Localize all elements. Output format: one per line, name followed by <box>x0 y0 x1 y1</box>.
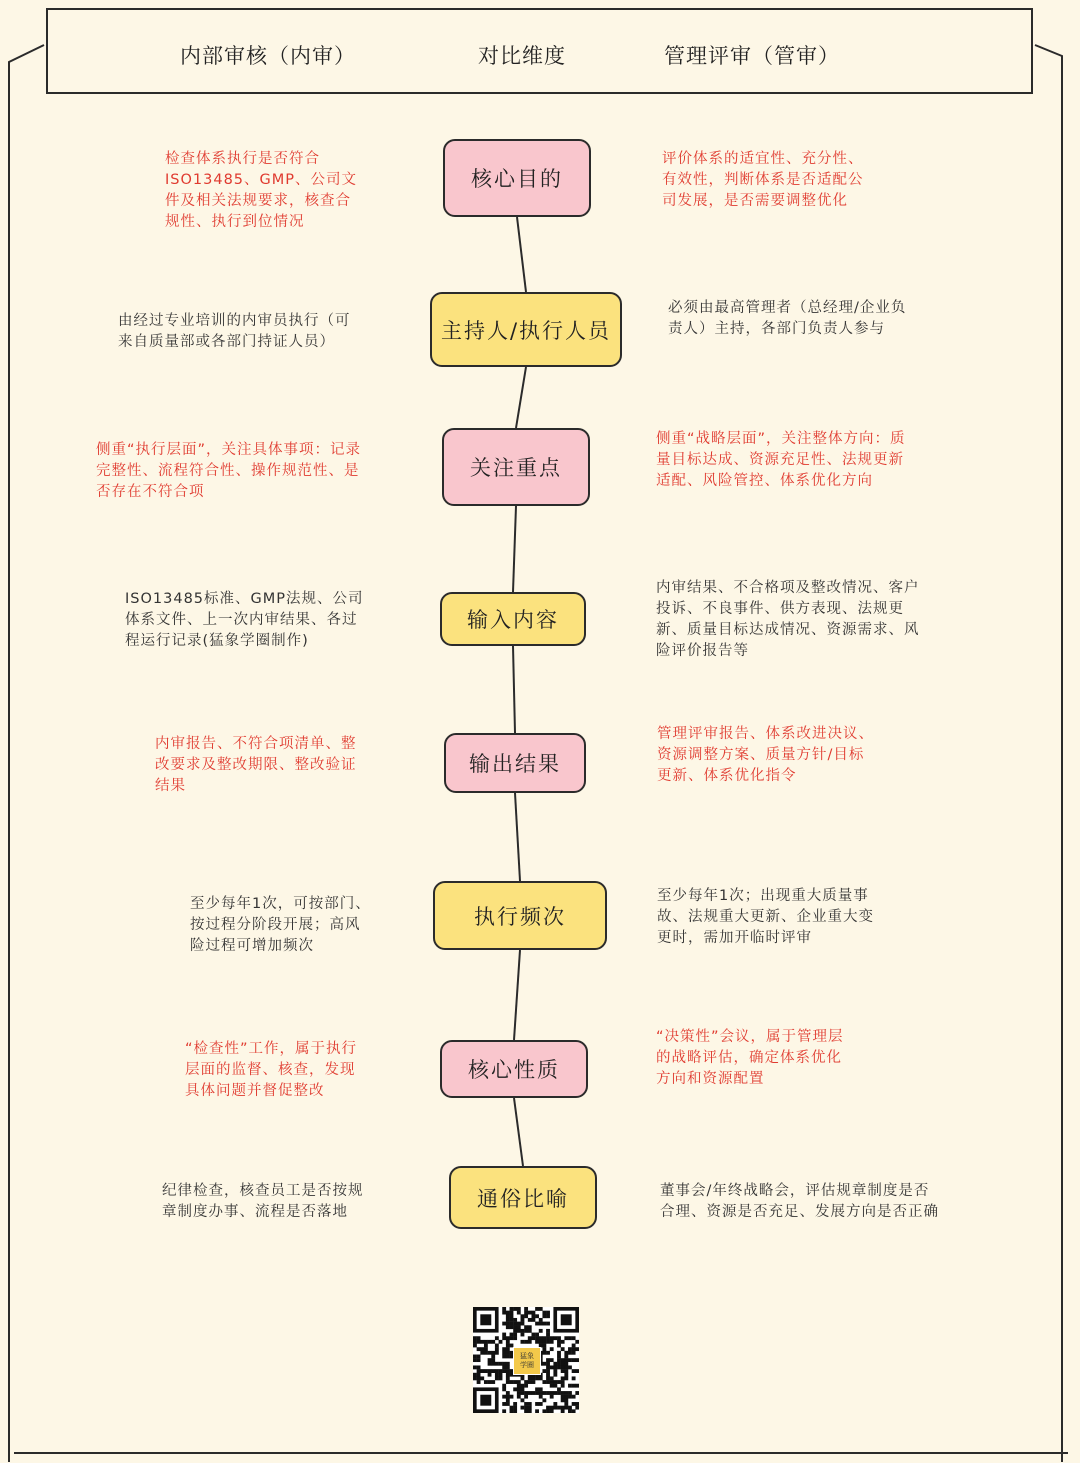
text-line: 评价体系的适宜性、充分性、 <box>662 151 864 167</box>
text-line: “决策性”会议，属于管理层 <box>656 1029 844 1045</box>
internal-audit-text <box>125 589 385 652</box>
text-line: ISO13485标准、GMP法规、公司 <box>125 591 364 607</box>
text-line: 董事会/年终战略会，评估规章制度是否 <box>660 1183 930 1199</box>
text-line: 按过程分阶段开展；高风 <box>190 917 361 933</box>
text-line: 司发展，是否需要调整优化 <box>662 193 848 209</box>
management-review-text <box>660 1181 980 1223</box>
dimension-node: 输出结果 <box>444 733 586 793</box>
management-review-text <box>656 429 931 492</box>
text-line: 新、质量目标达成情况、资源需求、风 <box>656 622 920 638</box>
text-line: 合理、资源是否充足、发展方向是否正确 <box>660 1204 939 1220</box>
text-line: 由经过专业培训的内审员执行（可 <box>118 313 351 329</box>
text-line: 具体问题并督促整改 <box>185 1083 325 1099</box>
connector-line <box>513 646 515 733</box>
management-review-text <box>656 578 956 662</box>
text-line: 故、法规重大更新、企业重大变 <box>657 909 874 925</box>
text-line: 至少每年1次；出现重大质量事 <box>657 888 869 904</box>
text-line: 必须由最高管理者（总经理/企业负 <box>668 300 907 316</box>
text-line: 层面的监督、核查，发现 <box>185 1062 356 1078</box>
text-line: 侧重“战略层面”，关注整体方向：质 <box>656 431 906 447</box>
text-line: 更时，需加开临时评审 <box>657 930 812 946</box>
dimension-node: 输入内容 <box>440 592 586 646</box>
management-review-text <box>662 149 892 212</box>
qr-center-logo <box>513 1347 541 1375</box>
text-line: 否存在不符合项 <box>96 484 205 500</box>
connector-line <box>514 950 520 1040</box>
management-review-text <box>668 298 938 340</box>
text-line: 量目标达成、资源充足性、法规更新 <box>656 452 904 468</box>
text-line: 方向和资源配置 <box>656 1071 765 1087</box>
management-review-text <box>657 886 902 949</box>
internal-audit-text <box>162 1181 392 1223</box>
dimension-node: 核心目的 <box>443 139 591 217</box>
dimension-node: 执行频次 <box>433 881 607 950</box>
text-line: 改要求及整改期限、整改验证 <box>155 757 357 773</box>
text-line: 来自质量部或各部门持证人员） <box>118 334 335 350</box>
text-line: 险评价报告等 <box>656 643 749 659</box>
text-line: 件及相关法规要求，核查合 <box>165 193 351 209</box>
text-line: 责人）主持，各部门负责人参与 <box>668 321 885 337</box>
text-line: 体系文件、上一次内审结果、各过 <box>125 612 358 628</box>
connector-line <box>516 367 526 428</box>
qr-code <box>473 1307 579 1413</box>
management-review-header: 管理评审（管审） <box>664 44 840 68</box>
internal-audit-text <box>190 894 385 957</box>
dimension-node: 核心性质 <box>440 1040 588 1098</box>
text-line: 内审报告、不符合项清单、整 <box>155 736 357 752</box>
text-line: 程运行记录(猛象学圈制作) <box>125 633 309 649</box>
text-line: 完整性、流程符合性、操作规范性、是 <box>96 463 360 479</box>
dimension-header: 对比维度 <box>478 44 566 68</box>
connector-line <box>517 217 526 292</box>
text-line: 更新、体系优化指令 <box>657 768 797 784</box>
text-line: 至少每年1次，可按部门、 <box>190 896 371 912</box>
text-line: 内审结果、不合格项及整改情况、客户 <box>656 580 920 596</box>
text-line: 管理评审报告、体系改进决议、 <box>657 726 874 742</box>
text-line: 资源调整方案、质量方针/目标 <box>657 747 865 763</box>
text-line: “检查性”工作，属于执行 <box>185 1041 358 1057</box>
qr-logo-text: 学圈 <box>520 1361 534 1369</box>
internal-audit-text <box>185 1039 380 1102</box>
dimension-node: 关注重点 <box>442 428 590 506</box>
internal-audit-text <box>155 734 380 797</box>
text-line: 侧重“执行层面”，关注具体事项：记录 <box>96 442 362 458</box>
text-line: 检查体系执行是否符合 <box>165 151 320 167</box>
text-line: 有效性，判断体系是否适配公 <box>662 172 864 188</box>
text-line: 规性、执行到位情况 <box>165 214 305 230</box>
dimension-node: 主持人/执行人员 <box>430 292 622 367</box>
connector-line <box>514 1098 523 1166</box>
text-line: 结果 <box>155 778 186 794</box>
text-line: 纪律检查，核查员工是否按规 <box>162 1183 364 1199</box>
internal-audit-text <box>118 311 388 353</box>
internal-audit-text <box>165 149 380 233</box>
text-line: ISO13485、GMP、公司文 <box>165 172 358 188</box>
management-review-text <box>657 724 892 787</box>
text-line: 的战略评估，确定体系优化 <box>656 1050 842 1066</box>
text-line: 适配、风险管控、体系优化方向 <box>656 473 873 489</box>
connector-line <box>513 506 516 592</box>
text-line: 险过程可增加频次 <box>190 938 314 954</box>
text-line: 投诉、不良事件、供方表现、法规更 <box>656 601 904 617</box>
text-line: 章制度办事、流程是否落地 <box>162 1204 348 1220</box>
connector-line <box>515 793 520 881</box>
qr-logo-text: 猛象 <box>520 1352 534 1360</box>
internal-audit-text <box>96 440 386 503</box>
management-review-text <box>656 1027 871 1090</box>
dimension-node: 通俗比喻 <box>449 1166 597 1229</box>
internal-audit-header: 内部审核（内审） <box>180 44 356 68</box>
